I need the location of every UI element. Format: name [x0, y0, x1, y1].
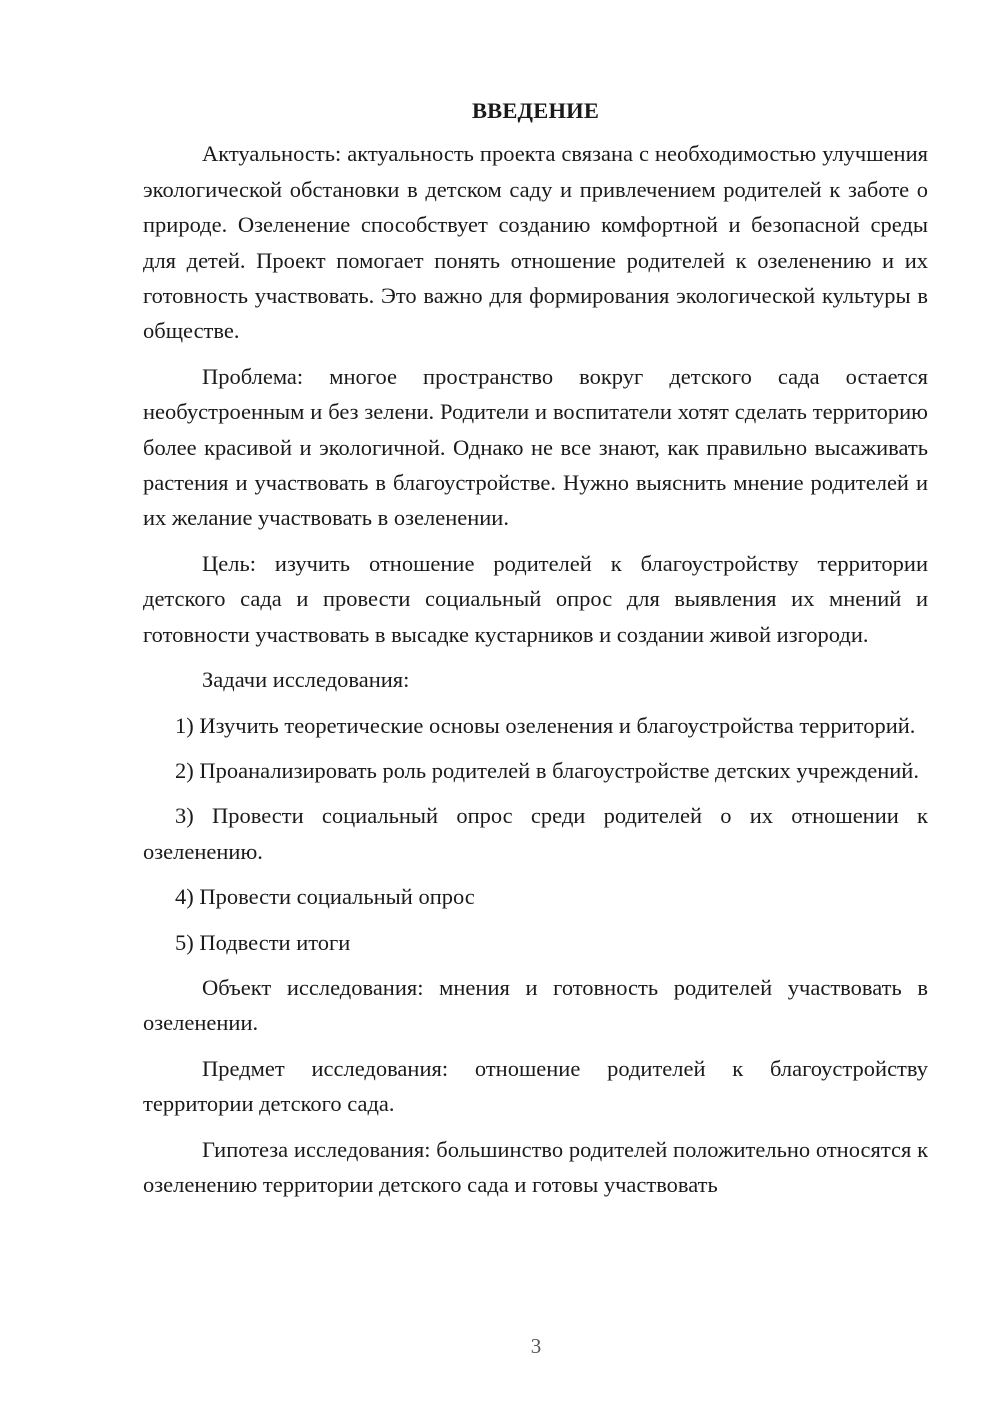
- paragraph-goal: Цель: изучить отношение родителей к благоустройству территории детского сада и провести социальный опрос для выявления их мнений и готовности участвовать в высадке кустарников и создании живой изгороди.: [143, 550, 928, 647]
- paragraph-relevance: Актуальность: актуальность проекта связана с необходимостью улучшения экологической обстановки в детском саду и привлечением родителей к заботе о природе. Озеленение способствует созданию комфортной и безопасной среды для детей. Проект помогает понять отношение родителей к озеленению и их готовность участвовать. Это важно для формирования экологической культуры в обществе.: [143, 141, 928, 344]
- tasks-heading: Задачи исследования:: [202, 667, 410, 693]
- section-title: ВВЕДЕНИЕ: [471, 98, 600, 123]
- task-item: 1) Изучить теоретические основы озеленения и благоустройства территорий.: [175, 712, 916, 738]
- paragraph-hypothesis: Гипотеза исследования: большинство родителей положительно относятся к озеленению территории детского сада и готовы участвовать: [143, 1136, 928, 1197]
- task-item: 5) Подвести итоги: [175, 929, 351, 955]
- document-body: [143, 93, 928, 1212]
- page-number: 3: [530, 1334, 542, 1358]
- paragraph-problem: Проблема: многое пространство вокруг детского сада остается необустроенным и без зелени. Родители и воспитатели хотят сделать территорию более красивой и экологичной. Однако не все знают, как правильно высаживать растения и участвовать в благоустройстве. Нужно выяснить мнение родителей и их желание участвовать в озеленении.: [143, 363, 928, 531]
- task-item: 3) Провести социальный опрос среди родителей о их отношении к озеленению.: [143, 803, 928, 864]
- paragraph-subject: Предмет исследования: отношение родителей к благоустройству территории детского сада.: [143, 1055, 928, 1117]
- task-item: 2) Проанализировать роль родителей в благоустройстве детских учреждений.: [175, 757, 919, 783]
- task-item: 4) Провести социальный опрос: [175, 884, 475, 910]
- paragraph-object: Объект исследования: мнения и готовность родителей участвовать в озеленении.: [143, 974, 928, 1036]
